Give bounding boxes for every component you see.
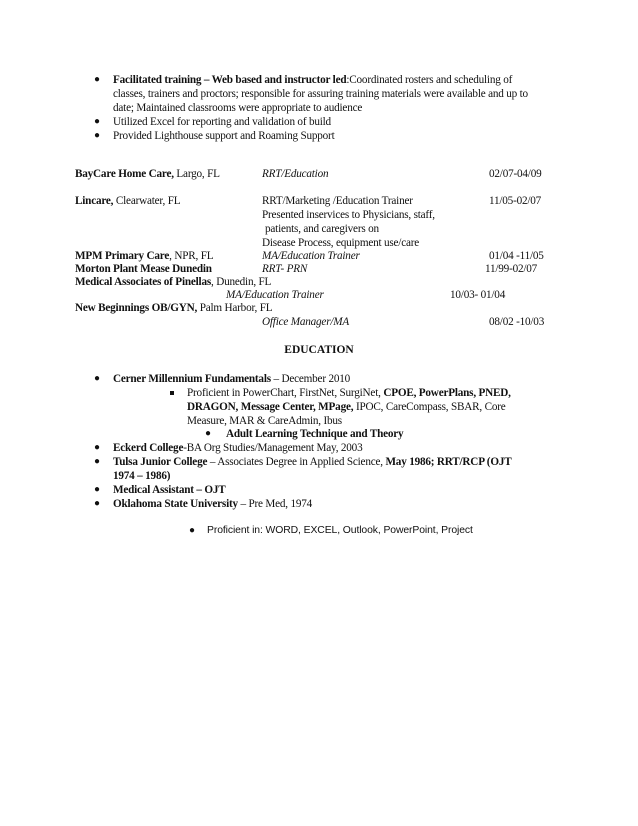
job-employer: MPM Primary Care, NPR, FL xyxy=(75,250,214,262)
job-title: RRT/Marketing /Education Trainer xyxy=(262,195,413,207)
bullet-lighthouse: Provided Lighthouse support and Roaming Support xyxy=(113,130,335,142)
proficient-line1: Proficient in PowerChart, FirstNet, SurgiNet, CPOE, PowerPlans, PNED, xyxy=(187,387,511,399)
job-dates: 10/03- 01/04 xyxy=(450,289,506,301)
job-title: Office Manager/MA xyxy=(262,316,350,328)
job-title: RRT/Education xyxy=(262,168,329,180)
software-proficiency: Proficient in: WORD, EXCEL, Outlook, PowerPoint, Project xyxy=(207,525,473,536)
education-cerner: Cerner Millennium Fundamentals – December 2010 xyxy=(113,373,351,385)
job-title: RRT- PRN xyxy=(262,263,308,275)
education-tulsa: Tulsa Junior College – Associates Degree in Applied Science, May 1986; RRT/RCP (OJT xyxy=(113,456,512,468)
job-employer: New Beginnings OB/GYN, Palm Harbor, FL xyxy=(75,302,273,314)
bullet-icon: ● xyxy=(94,116,101,127)
job-dates: 11/99-02/07 xyxy=(485,263,538,275)
education-medical-assistant: Medical Assistant – OJT xyxy=(113,484,226,496)
job-employer: Lincare, Clearwater, FL xyxy=(75,195,181,207)
job-dates: 11/05-02/07 xyxy=(489,195,542,207)
bullet-icon: ● xyxy=(94,442,101,453)
bullet-icon: ● xyxy=(189,525,196,536)
bullet-icon: ● xyxy=(94,74,101,85)
education-heading: EDUCATION xyxy=(284,344,354,356)
proficient-line2: DRAGON, Message Center, MPage, IPOC, CareCompass, SBAR, Core xyxy=(187,401,506,413)
education-oklahoma: Oklahoma State University – Pre Med, 1974 xyxy=(113,498,313,510)
job-employer: BayCare Home Care, Largo, FL xyxy=(75,168,220,180)
job-dates: 02/07-04/09 xyxy=(489,168,542,180)
job-description: Presented inservices to Physicians, staff, xyxy=(262,209,435,221)
bullet-icon: ● xyxy=(94,373,101,384)
bullet-facilitated-line3: date; Maintained classrooms were appropriate to audience xyxy=(113,102,363,114)
job-employer: Morton Plant Mease Dunedin xyxy=(75,263,212,275)
bullet-facilitated-line2: classes, trainers and proctors; responsible for assuring training materials were available and up to xyxy=(113,88,528,100)
job-dates: 01/04 -11/05 xyxy=(489,250,544,262)
job-dates: 08/02 -10/03 xyxy=(489,316,545,328)
job-description: patients, and caregivers on xyxy=(265,223,379,235)
job-title: MA/Education Trainer xyxy=(262,250,360,262)
square-bullet-icon xyxy=(170,391,174,395)
proficient-line3: Measure, MAR & CareAdmin, Ibus xyxy=(187,415,342,427)
job-title: MA/Education Trainer xyxy=(226,289,324,301)
job-employer: Medical Associates of Pinellas, Dunedin, FL xyxy=(75,276,272,288)
education-eckerd: Eckerd College-BA Org Studies/Management May, 2003 xyxy=(113,442,363,454)
bullet-icon: ● xyxy=(94,484,101,495)
bullet-facilitated-line1 xyxy=(113,73,512,87)
bullet-icon: ● xyxy=(94,498,101,509)
bullet-text: :Coordinated rosters and scheduling of xyxy=(346,74,513,86)
bullet-lead: Facilitated training – Web based and instructor led xyxy=(113,74,347,86)
education-adult-learning: Adult Learning Technique and Theory xyxy=(226,428,404,440)
bullet-icon: ● xyxy=(94,130,101,141)
education-tulsa-years: 1974 – 1986) xyxy=(113,470,171,482)
job-description: Disease Process, equipment use/care xyxy=(262,237,420,249)
bullet-excel: Utilized Excel for reporting and validation of build xyxy=(113,116,331,128)
bullet-icon: ● xyxy=(205,428,212,439)
bullet-icon: ● xyxy=(94,456,101,467)
